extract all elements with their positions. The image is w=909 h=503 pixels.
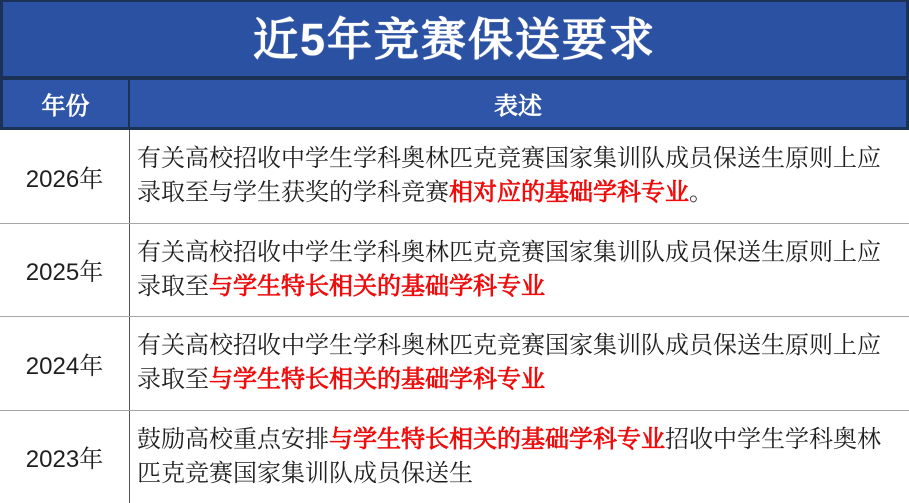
highlight-segment: 与学生特长相关的基础学科专业: [329, 425, 665, 453]
description-line: [137, 363, 905, 397]
year-cell: 2025年: [0, 224, 130, 317]
description-line: [137, 236, 905, 270]
title-banner: [0, 0, 909, 80]
description-line: [137, 270, 905, 304]
year-cell: 2024年: [0, 317, 130, 410]
text-segment: 录取至: [137, 272, 209, 300]
text-segment: 有关高校招收中学生学科奥林匹克竞赛国家集训队成员保送生原则上应: [137, 238, 881, 266]
description-cell: [130, 224, 909, 317]
table-body: [0, 130, 909, 503]
text-segment: 录取至: [137, 366, 209, 394]
text-segment: 匹克竞赛国家集训队成员保送生: [137, 459, 473, 487]
highlight-segment: 与学生特长相关的基础学科专业: [209, 366, 545, 394]
year-cell: 2023年: [0, 411, 130, 503]
description-line: [137, 457, 905, 491]
highlight-segment: 相对应的基础学科专业: [449, 179, 689, 207]
column-header-year: 年份: [3, 80, 130, 127]
description-line: [137, 329, 905, 363]
text-segment: 鼓励高校重点安排: [137, 425, 329, 453]
description-line: [137, 423, 905, 457]
text-segment: 有关高校招收中学生学科奥林匹克竞赛国家集训队成员保送生原则上应: [137, 332, 881, 360]
table-row: [0, 317, 909, 411]
year-cell: 2026年: [0, 130, 130, 223]
text-segment: 。: [689, 179, 713, 207]
text-segment: 招收中学生学科奥林: [665, 425, 881, 453]
description-cell: [130, 130, 909, 223]
table-row: [0, 224, 909, 318]
description-cell: [130, 411, 909, 503]
text-segment: 有关高校招收中学生学科奥林匹克竞赛国家集训队成员保送生原则上应: [137, 145, 881, 173]
description-line: [137, 176, 905, 210]
description-cell: [130, 317, 909, 410]
description-line: [137, 142, 905, 176]
text-segment: 录取至与学生获奖的学科竞赛: [137, 179, 449, 207]
page-title: 近5年竞赛保送要求: [252, 13, 657, 65]
column-header-description: 表述: [494, 93, 542, 120]
table-header-row: [0, 80, 909, 130]
highlight-segment: 与学生特长相关的基础学科专业: [209, 272, 545, 300]
table-row: [0, 411, 909, 503]
table-row: [0, 130, 909, 224]
